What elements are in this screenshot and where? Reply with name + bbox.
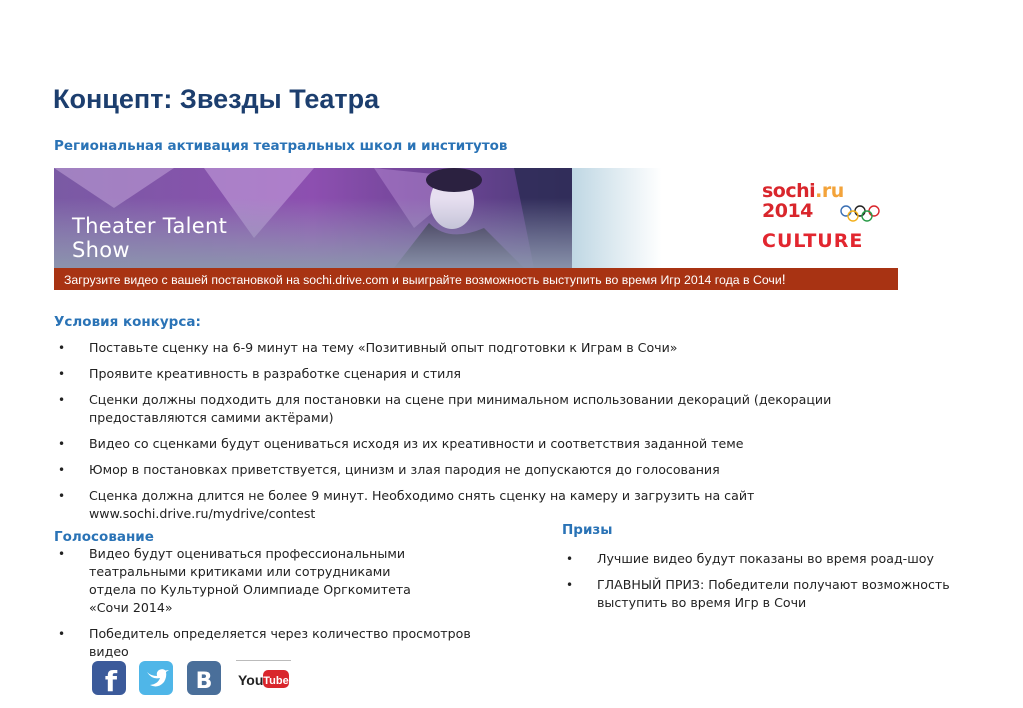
voting-list <box>54 545 474 669</box>
divider <box>236 660 291 661</box>
vkontakte-glyph: B <box>195 669 213 694</box>
list-item: • Видео будут оцениваться профессиональными театральными критиками или сотрудниками отдела по Культурной Олимпиаде Оргкомитета «Сочи 2014» <box>54 545 434 617</box>
facebook-glyph: f <box>104 665 118 696</box>
twitter-icon[interactable] <box>138 660 174 696</box>
logo-line-1 <box>762 182 844 201</box>
facebook-icon[interactable] <box>91 660 127 696</box>
list-item: • Лучшие видео будут показаны во время роад-шоу <box>562 550 962 568</box>
conditions-list <box>54 339 874 531</box>
prizes-list <box>562 550 962 620</box>
logo-domain: .ru <box>815 180 844 202</box>
page-subtitle: Региональная активация театральных школ и институтов <box>54 138 508 154</box>
promo-strip-text: Загрузите видео с вашей постановкой на sochi.drive.com и выиграйте возможность выступить во время Игр 2014 года в Сочи <box>64 273 782 287</box>
list-item: • ГЛАВНЫЙ ПРИЗ: Победители получают возможность выступить во время Игр в Сочи <box>562 576 962 612</box>
list-item: • Проявите креативность в разработке сценария и стиля <box>54 365 874 383</box>
list-item: • Сценка должна длится не более 9 минут. Необходимо снять сценку на камеру и загрузить на сайт www.sochi.drive.ru/mydrive/contest <box>54 487 799 523</box>
banner <box>54 168 898 268</box>
vkontakte-icon[interactable] <box>186 660 222 696</box>
promo-strip <box>54 268 898 290</box>
voting-heading: Голосование <box>54 529 154 545</box>
banner-photo-title: Theater Talent Show <box>72 214 228 262</box>
youtube-you: You <box>238 672 264 688</box>
logo-culture: CULTURE <box>762 230 864 252</box>
olympic-rings-icon <box>839 204 883 222</box>
promo-strip-exclamation: ! <box>781 271 786 287</box>
list-item: • Сценки должны подходить для постановки на сцене при минимальном использовании декораций (декорации предоставляются самими актёрами) <box>54 391 874 427</box>
conditions-heading: Условия конкурса: <box>54 314 201 330</box>
page-title: Концепт: Звезды Театра <box>53 84 380 114</box>
prizes-heading: Призы <box>562 522 613 538</box>
list-item: • Видео со сценками будут оцениваться исходя из их креативности и соответствия заданной теме <box>54 435 874 453</box>
logo-year: 2014 <box>762 200 813 222</box>
logo-sochi: sochi <box>762 180 816 202</box>
list-item: • Поставьте сценку на 6-9 минут на тему «Позитивный опыт подготовки к Играм в Сочи» <box>54 339 874 357</box>
youtube-tube: Tube <box>263 675 289 687</box>
sochi-2014-logo <box>762 180 887 258</box>
youtube-icon[interactable] <box>238 667 290 691</box>
list-item: • Юмор в постановках приветствуется, цинизм и злая пародия не допускаются до голосования <box>54 461 874 479</box>
list-item: • Победитель определяется через количество просмотров видео <box>54 625 479 661</box>
